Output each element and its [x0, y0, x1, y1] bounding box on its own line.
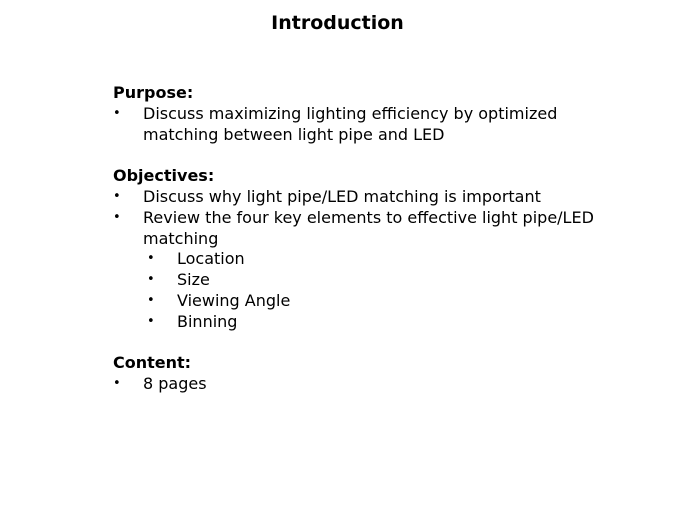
objectives-section: [113, 166, 633, 332]
list-item: [143, 249, 633, 270]
bullet-icon: •: [147, 292, 155, 308]
content-heading: Content:: [113, 353, 192, 373]
purpose-heading: Purpose:: [113, 83, 194, 102]
key-element-text: Binning: [177, 311, 238, 331]
content-list: [113, 374, 633, 395]
objective-item-text: Discuss why light pipe/LED matching is important: [143, 186, 541, 206]
bullet-icon: •: [113, 376, 121, 392]
bullet-icon: •: [147, 313, 155, 329]
objectives-list: [113, 187, 633, 333]
list-item: [113, 104, 633, 146]
bullet-icon: •: [113, 188, 121, 204]
objective-item-text: Review the four key elements to effective light pipe/LED matching: [143, 207, 594, 248]
bullet-icon: •: [113, 209, 121, 225]
purpose-section: [113, 83, 633, 145]
list-item: [143, 270, 633, 291]
bullet-icon: •: [147, 272, 155, 288]
list-item: [113, 374, 633, 395]
bullet-icon: •: [147, 251, 155, 267]
key-elements-list: [143, 249, 633, 332]
objectives-heading: Objectives:: [113, 166, 215, 186]
list-item: [143, 291, 633, 312]
list-item: [113, 208, 633, 333]
slide-title: Introduction: [271, 12, 404, 34]
list-item: [143, 312, 633, 333]
content-item-text: 8 pages: [143, 374, 207, 394]
bullet-icon: •: [113, 105, 121, 121]
key-element-text: Location: [177, 249, 245, 269]
purpose-item-text: Discuss maximizing lighting efficiency by optimized matching between light pipe and LED: [143, 103, 558, 144]
key-element-text: Size: [177, 270, 210, 290]
key-element-text: Viewing Angle: [177, 290, 291, 310]
content-section: [113, 353, 633, 395]
purpose-list: [113, 104, 633, 146]
slide-body: [113, 83, 633, 395]
list-item: [113, 187, 633, 208]
